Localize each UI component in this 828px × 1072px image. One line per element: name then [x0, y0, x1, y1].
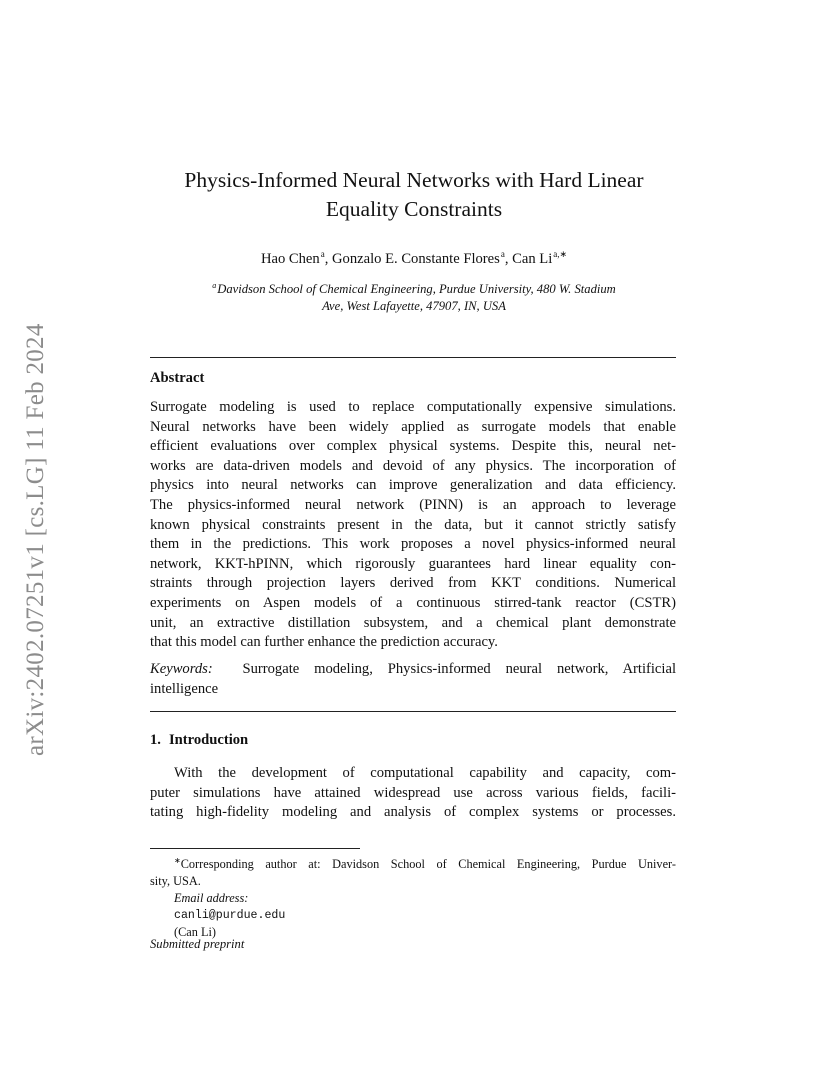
top-divider	[150, 357, 676, 358]
email-suffix: (Can Li)	[174, 925, 217, 939]
affiliation	[140, 277, 688, 315]
keywords-label: Keywords:	[150, 661, 213, 677]
section-heading	[150, 732, 248, 749]
abstract-line: works are data-driven models and devoid of any physics. The incorporation of	[150, 457, 676, 474]
title-line: Equality Constraints	[325, 197, 503, 221]
author-separator: ,	[324, 251, 333, 267]
abstract-line: unit, an extractive distillation subsystem, and a chemical plant demonstrate	[150, 614, 676, 631]
footnote-divider	[150, 848, 360, 849]
footnote-email-line	[150, 890, 676, 941]
abstract-line: network, KKT-hPINN, which rigorously guarantees hard linear equality con-	[150, 555, 676, 572]
footnote-line	[150, 852, 676, 873]
abstract-line: them in the predictions. This work proposes a novel physics-informed neural	[150, 536, 676, 553]
author-affiliation-mark: a	[320, 249, 325, 259]
abstract-line: known physical constraints present in the data, but it cannot strictly satisfy	[150, 516, 676, 533]
footnote-line: sity, USA.	[150, 874, 201, 888]
affiliation-line: Ave, West Lafayette, 47907, IN, USA	[322, 299, 506, 313]
arxiv-identifier-stamp: arXiv:2402.07251v1 [cs.LG] 11 Feb 2024	[22, 323, 49, 756]
abstract-line: physics into neural networks can improve generalization and data efficiency.	[150, 477, 676, 494]
author-name: Gonzalo E. Constante Flores	[332, 251, 500, 267]
affiliation-mark: a	[212, 281, 217, 290]
abstract-line: Surrogate modeling is used to replace computationally expensive simulations.	[150, 399, 676, 415]
footnote-mark: ∗	[174, 856, 181, 865]
title-line: Physics-Informed Neural Networks with Hard Linear	[184, 168, 644, 192]
introduction-paragraph	[150, 764, 676, 823]
bottom-divider	[150, 711, 676, 712]
section-number: 1.	[150, 732, 161, 748]
section-title: Introduction	[168, 732, 249, 748]
email-label: Email address:	[174, 891, 249, 905]
body-line: tating high-fidelity modeling and analysis of complex systems or processes.	[150, 804, 676, 821]
affiliation-line	[140, 277, 688, 298]
author-affiliation-mark: a,∗	[553, 249, 568, 259]
abstract-line: that this model can further enhance the prediction accuracy.	[150, 634, 498, 651]
email-address: canli@purdue.edu	[174, 909, 286, 922]
footnote	[150, 852, 676, 941]
footnote-text: Corresponding author at: Davidson School of Chemical Engineering, Purdue Univer-	[180, 857, 676, 871]
author-name: Can Li	[512, 251, 553, 267]
author-separator: ,	[504, 251, 513, 267]
abstract-line: Neural networks have been widely applied as surrogate models that enable	[150, 418, 676, 435]
abstract-line: The physics-informed neural network (PINN) is an approach to leverage	[150, 496, 676, 513]
abstract-heading: Abstract	[150, 370, 205, 386]
author-name: Hao Chen	[260, 251, 320, 267]
paper-title	[140, 166, 688, 224]
abstract-line: straints through projection layers derived from KKT conditions. Numerical	[150, 575, 676, 592]
body-line: With the development of computational capability and capacity, com-	[174, 765, 676, 781]
author-affiliation-mark: a	[500, 249, 505, 259]
submitted-note: Submitted preprint	[150, 937, 245, 951]
author-list	[140, 244, 688, 269]
keywords-text: Surrogate modeling, Physics-informed neural network, Artificial	[242, 661, 676, 677]
keywords-line: intelligence	[150, 680, 219, 697]
abstract-line: experiments on Aspen models of a continuous stirred-tank reactor (CSTR)	[150, 594, 676, 611]
affiliation-text: Davidson School of Chemical Engineering, Purdue University, 480 W. Stadium	[217, 282, 616, 296]
keywords-line	[150, 660, 676, 680]
abstract-text	[150, 398, 676, 653]
body-line: puter simulations have attained widespread use across various fields, facili-	[150, 784, 676, 801]
keywords	[150, 660, 676, 699]
abstract-line: efficient evaluations over complex physical systems. Despite this, neural net-	[150, 438, 676, 455]
